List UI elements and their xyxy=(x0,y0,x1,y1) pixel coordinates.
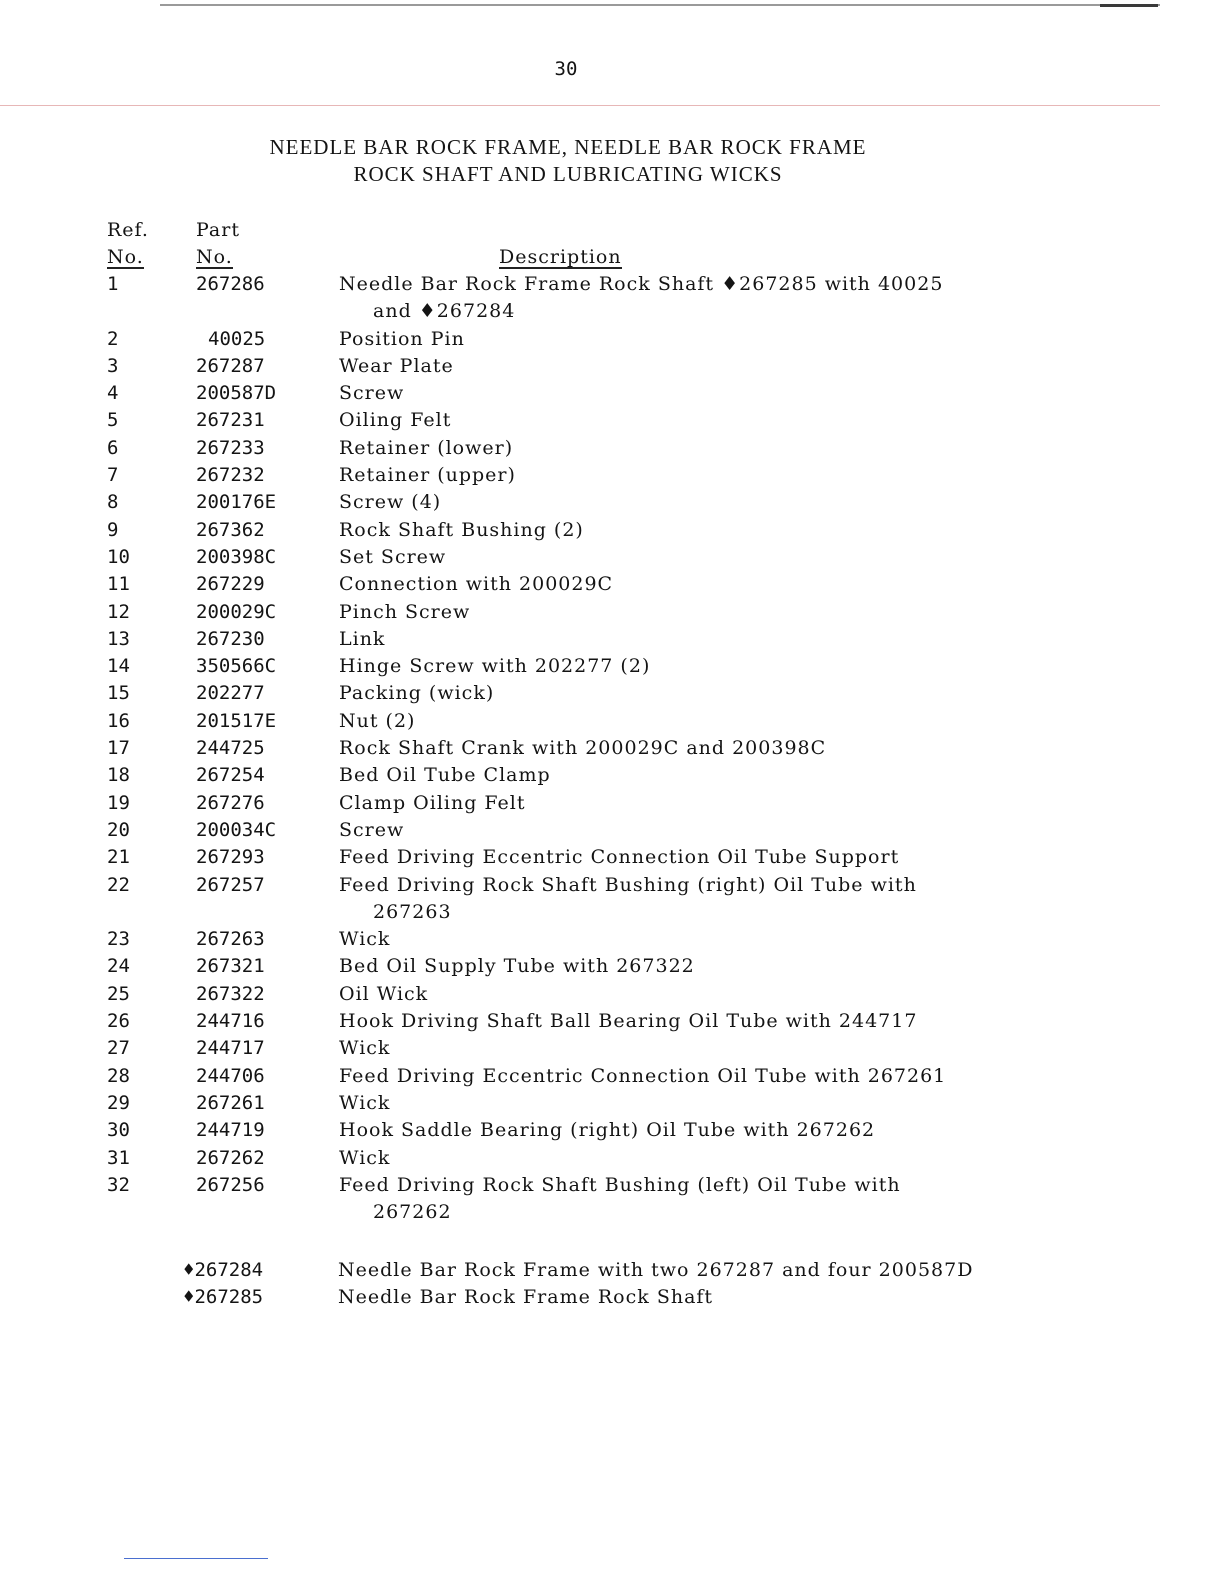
ref-number: 21 xyxy=(107,846,130,869)
description-continuation: 267263 xyxy=(373,900,452,923)
part-description xyxy=(339,872,1039,927)
part-description xyxy=(339,517,1039,544)
part-description xyxy=(339,708,1039,735)
ref-number: 19 xyxy=(107,791,130,814)
table-row xyxy=(0,517,1224,544)
table-row xyxy=(0,790,1224,817)
description-text: Pinch Screw xyxy=(339,600,471,623)
part-description xyxy=(339,435,1039,462)
table-row xyxy=(0,1145,1224,1172)
part-description xyxy=(339,407,1039,434)
ref-number: 10 xyxy=(107,545,130,568)
ref-number: 26 xyxy=(107,1010,130,1033)
part-number: 267256 xyxy=(196,1173,265,1196)
part-number: 350566C xyxy=(196,655,277,678)
part-number: 267263 xyxy=(196,928,265,951)
table-row xyxy=(0,653,1224,680)
table-row xyxy=(0,435,1224,462)
description-text: Packing (wick) xyxy=(339,682,495,705)
description-text: Hook Saddle Bearing (right) Oil Tube with 267262 xyxy=(339,1119,876,1142)
description-text: Link xyxy=(339,627,386,650)
description-text: Oil Wick xyxy=(339,982,429,1005)
part-number: 267261 xyxy=(196,1091,265,1114)
part-description xyxy=(339,817,1039,844)
page-title xyxy=(0,134,1136,188)
description-text: Feed Driving Eccentric Connection Oil Tube with 267261 xyxy=(339,1064,947,1087)
part-description xyxy=(339,981,1039,1008)
part-number: 267276 xyxy=(196,791,265,814)
part-description xyxy=(339,462,1039,489)
top-border-rule-dark xyxy=(1100,4,1158,7)
part-number: 267254 xyxy=(196,764,265,787)
parts-list xyxy=(0,271,1224,1226)
part-number: 267233 xyxy=(196,436,265,459)
table-row xyxy=(0,708,1224,735)
ref-number: 3 xyxy=(107,354,119,377)
table-row xyxy=(0,680,1224,707)
ref-number: 24 xyxy=(107,955,130,978)
part-number: 267293 xyxy=(196,846,265,869)
description-text: Bed Oil Supply Tube with 267322 xyxy=(339,955,695,978)
description-text: Connection with 200029C xyxy=(339,573,614,596)
part-number: 267262 xyxy=(196,1146,265,1169)
part-description xyxy=(339,762,1039,789)
footnote-description: Needle Bar Rock Frame Rock Shaft xyxy=(338,1286,714,1309)
part-description xyxy=(339,953,1039,980)
part-description xyxy=(339,844,1039,871)
ref-number: 13 xyxy=(107,627,130,650)
ref-number: 15 xyxy=(107,682,130,705)
part-number: 200398C xyxy=(196,545,277,568)
part-number: 201517E xyxy=(196,709,277,732)
ref-number: 5 xyxy=(107,409,119,432)
part-number: 202277 xyxy=(196,682,265,705)
description-text: Rock Shaft Crank with 200029C and 200398C xyxy=(339,737,827,760)
table-row xyxy=(0,872,1224,927)
part-number: 267286 xyxy=(196,273,265,295)
description-text: Position Pin xyxy=(339,327,465,350)
part-description xyxy=(339,680,1039,707)
part-description xyxy=(339,1008,1039,1035)
table-row xyxy=(0,1063,1224,1090)
description-text: Feed Driving Rock Shaft Bushing (right) Oil Tube with xyxy=(339,873,917,896)
table-row xyxy=(0,844,1224,871)
part-description xyxy=(339,326,1039,353)
ref-number: 30 xyxy=(107,1119,130,1142)
description-text: Retainer (lower) xyxy=(339,436,514,459)
description-text: Clamp Oiling Felt xyxy=(339,791,526,814)
part-description xyxy=(339,1117,1039,1144)
table-row xyxy=(0,1090,1224,1117)
description-text: Feed Driving Eccentric Connection Oil Tube Support xyxy=(339,846,900,869)
ref-number: 6 xyxy=(107,436,119,459)
part-header-line-1: Part xyxy=(196,219,240,241)
ref-number: 29 xyxy=(107,1091,130,1114)
part-header-line-2: No. xyxy=(196,246,233,268)
ref-number: 27 xyxy=(107,1037,130,1060)
table-row xyxy=(0,271,1224,326)
part-number: 200176E xyxy=(196,491,277,514)
part-description xyxy=(339,489,1039,516)
part-description xyxy=(339,271,1039,326)
table-row xyxy=(0,544,1224,571)
part-number: 200034C xyxy=(196,818,277,841)
table-row xyxy=(0,380,1224,407)
footnote-row xyxy=(0,1257,1224,1284)
part-number: 244706 xyxy=(196,1064,265,1087)
ref-number: 28 xyxy=(107,1064,130,1087)
description-text: Wick xyxy=(339,1146,391,1169)
ref-number: 16 xyxy=(107,709,130,732)
table-row xyxy=(0,1172,1224,1227)
top-border-rule xyxy=(160,4,1160,6)
part-number: 267322 xyxy=(196,982,265,1005)
part-number: 267287 xyxy=(196,354,265,377)
ref-number: 2 xyxy=(107,327,119,350)
description-text: Wear Plate xyxy=(339,354,454,377)
part-number: 267231 xyxy=(196,409,265,432)
description-text: Feed Driving Rock Shaft Bushing (left) Oil Tube with xyxy=(339,1173,901,1196)
footnote-part-number: ♦267284 xyxy=(183,1259,264,1281)
table-row xyxy=(0,326,1224,353)
part-number: 267257 xyxy=(196,873,265,896)
title-line-1: NEEDLE BAR ROCK FRAME, NEEDLE BAR ROCK FRAME xyxy=(269,135,867,159)
part-number: 267362 xyxy=(196,518,265,541)
ref-number: 18 xyxy=(107,764,130,787)
description-text: Hook Driving Shaft Ball Bearing Oil Tube with 244717 xyxy=(339,1010,918,1033)
table-row xyxy=(0,1008,1224,1035)
ref-number: 7 xyxy=(107,464,119,487)
part-number: 244719 xyxy=(196,1119,265,1142)
table-row xyxy=(0,599,1224,626)
ref-column-header xyxy=(107,217,149,271)
part-number: 244716 xyxy=(196,1010,265,1033)
table-row xyxy=(0,407,1224,434)
ref-number: 9 xyxy=(107,518,119,541)
description-continuation: and ♦267284 xyxy=(373,300,516,323)
part-number: 267321 xyxy=(196,955,265,978)
part-number: 40025 xyxy=(208,327,266,350)
ref-number: 25 xyxy=(107,982,130,1005)
table-row xyxy=(0,762,1224,789)
table-row xyxy=(0,1117,1224,1144)
ref-header-line-1: Ref. xyxy=(107,219,149,241)
description-text: Nut (2) xyxy=(339,709,416,732)
description-text: Wick xyxy=(339,928,391,951)
part-description xyxy=(339,1090,1039,1117)
part-description xyxy=(339,599,1039,626)
ref-number: 17 xyxy=(107,737,130,760)
part-description xyxy=(339,1145,1039,1172)
table-row xyxy=(0,926,1224,953)
footnote-row xyxy=(0,1284,1224,1311)
header-divider xyxy=(0,105,1160,106)
description-column-header xyxy=(499,244,622,271)
description-text: Wick xyxy=(339,1037,391,1060)
ref-header-line-2: No. xyxy=(107,246,144,268)
part-description xyxy=(339,735,1039,762)
table-row xyxy=(0,953,1224,980)
part-description xyxy=(339,571,1039,598)
table-row xyxy=(0,981,1224,1008)
part-description xyxy=(339,1172,1039,1227)
part-number: 267229 xyxy=(196,573,265,596)
table-row xyxy=(0,571,1224,598)
part-description xyxy=(339,1063,1039,1090)
part-description xyxy=(339,653,1039,680)
footnote-part-number: ♦267285 xyxy=(183,1286,264,1309)
part-description xyxy=(339,926,1039,953)
ref-number: 32 xyxy=(107,1173,130,1196)
ref-number: 11 xyxy=(107,573,130,596)
table-row xyxy=(0,735,1224,762)
bottom-rule xyxy=(124,1558,268,1559)
description-text: Set Screw xyxy=(339,545,447,568)
part-description xyxy=(339,626,1039,653)
description-text: Wick xyxy=(339,1091,391,1114)
part-description xyxy=(339,353,1039,380)
ref-number: 20 xyxy=(107,818,130,841)
ref-number: 22 xyxy=(107,873,130,896)
table-row xyxy=(0,489,1224,516)
table-row xyxy=(0,462,1224,489)
description-text: Screw (4) xyxy=(339,491,442,514)
description-text: Oiling Felt xyxy=(339,409,452,432)
description-text: Hinge Screw with 202277 (2) xyxy=(339,655,651,678)
part-number: 267232 xyxy=(196,464,265,487)
table-row xyxy=(0,817,1224,844)
part-number: 244717 xyxy=(196,1037,265,1060)
title-line-2: ROCK SHAFT AND LUBRICATING WICKS xyxy=(353,162,783,186)
description-text: Screw xyxy=(339,818,405,841)
footnote-description: Needle Bar Rock Frame with two 267287 and four 200587D xyxy=(338,1259,974,1281)
ref-number: 8 xyxy=(107,491,119,514)
ref-number: 4 xyxy=(107,382,119,405)
table-row xyxy=(0,353,1224,380)
footnotes xyxy=(0,1257,1224,1312)
page-number: 30 xyxy=(554,58,578,80)
ref-number: 14 xyxy=(107,655,130,678)
ref-number: 31 xyxy=(107,1146,130,1169)
ref-number: 23 xyxy=(107,928,130,951)
part-column-header xyxy=(196,217,240,271)
part-description xyxy=(339,544,1039,571)
description-header: Description xyxy=(499,246,622,268)
ref-number: 12 xyxy=(107,600,130,623)
part-description xyxy=(339,790,1039,817)
part-number: 200029C xyxy=(196,600,277,623)
part-description xyxy=(339,380,1039,407)
description-text: Rock Shaft Bushing (2) xyxy=(339,518,584,541)
table-row xyxy=(0,626,1224,653)
description-continuation: 267262 xyxy=(373,1201,452,1224)
description-text: Needle Bar Rock Frame Rock Shaft ♦267285 with 40025 xyxy=(339,273,944,295)
description-text: Screw xyxy=(339,382,405,405)
description-text: Retainer (upper) xyxy=(339,464,516,487)
part-number: 200587D xyxy=(196,382,277,405)
part-number: 267230 xyxy=(196,627,265,650)
part-number: 244725 xyxy=(196,737,265,760)
part-description xyxy=(339,1035,1039,1062)
ref-number: 1 xyxy=(107,273,119,295)
description-text: Bed Oil Tube Clamp xyxy=(339,764,551,787)
table-row xyxy=(0,1035,1224,1062)
